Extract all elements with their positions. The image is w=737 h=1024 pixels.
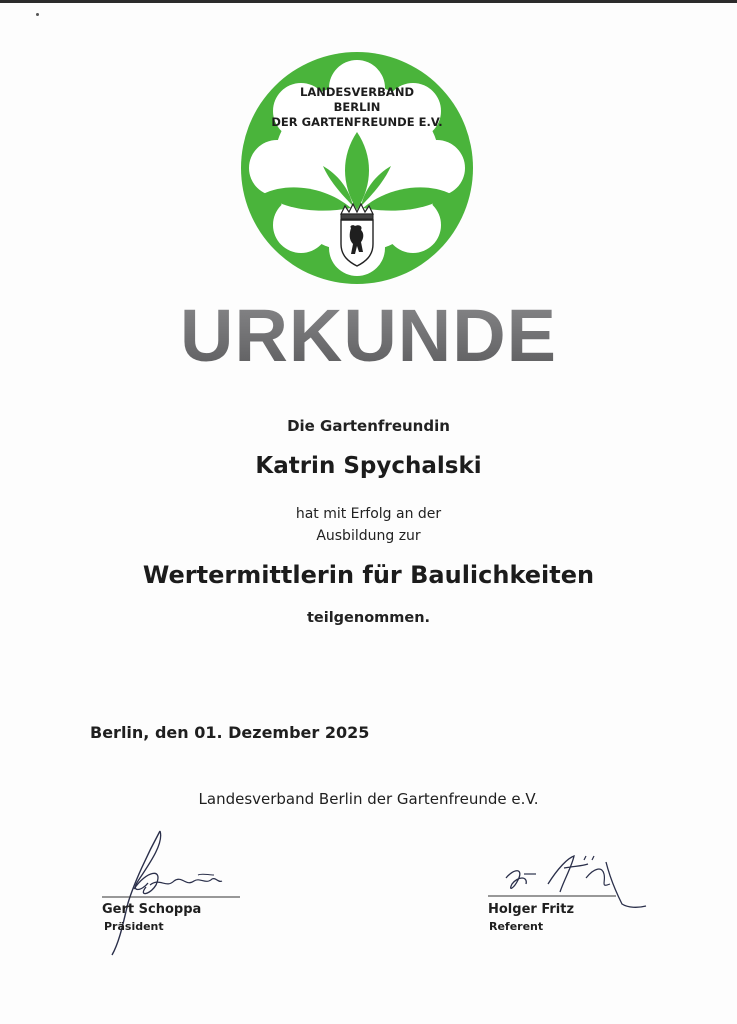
- berlin-bear-crest-icon: [341, 204, 373, 266]
- certificate-title: URKUNDE: [0, 293, 737, 378]
- course-title: Wertermittlerin für Baulichkeiten: [142, 561, 595, 589]
- organization-name: Landesverband Berlin der Gartenfreunde e.V.: [198, 790, 539, 808]
- signatory-role-right: Referent: [489, 920, 544, 933]
- logo-line-2: BERLIN: [333, 100, 381, 114]
- scan-speck: [36, 13, 39, 16]
- recipient-intro: Die Gartenfreundin: [287, 417, 450, 435]
- place-date: Berlin, den 01. Dezember 2025: [90, 723, 370, 742]
- logo-text: [262, 85, 452, 130]
- signatory-name-right: Holger Fritz: [488, 902, 575, 917]
- logo-line-1: LANDESVERBAND: [300, 85, 414, 99]
- signatory-role-left: Präsident: [104, 920, 164, 933]
- logo-line-3: DER GARTENFREUNDE E.V.: [271, 115, 443, 129]
- association-logo: [237, 48, 477, 288]
- completion-text: [0, 503, 737, 547]
- participation-text: teilgenommen.: [306, 610, 431, 626]
- signature-left: [90, 823, 260, 963]
- completion-line-1: hat mit Erfolg an der: [295, 506, 442, 522]
- signatory-name-left: Gert Schoppa: [102, 902, 202, 917]
- recipient-name: Katrin Spychalski: [255, 453, 482, 479]
- completion-line-2: Ausbildung zur: [316, 528, 421, 544]
